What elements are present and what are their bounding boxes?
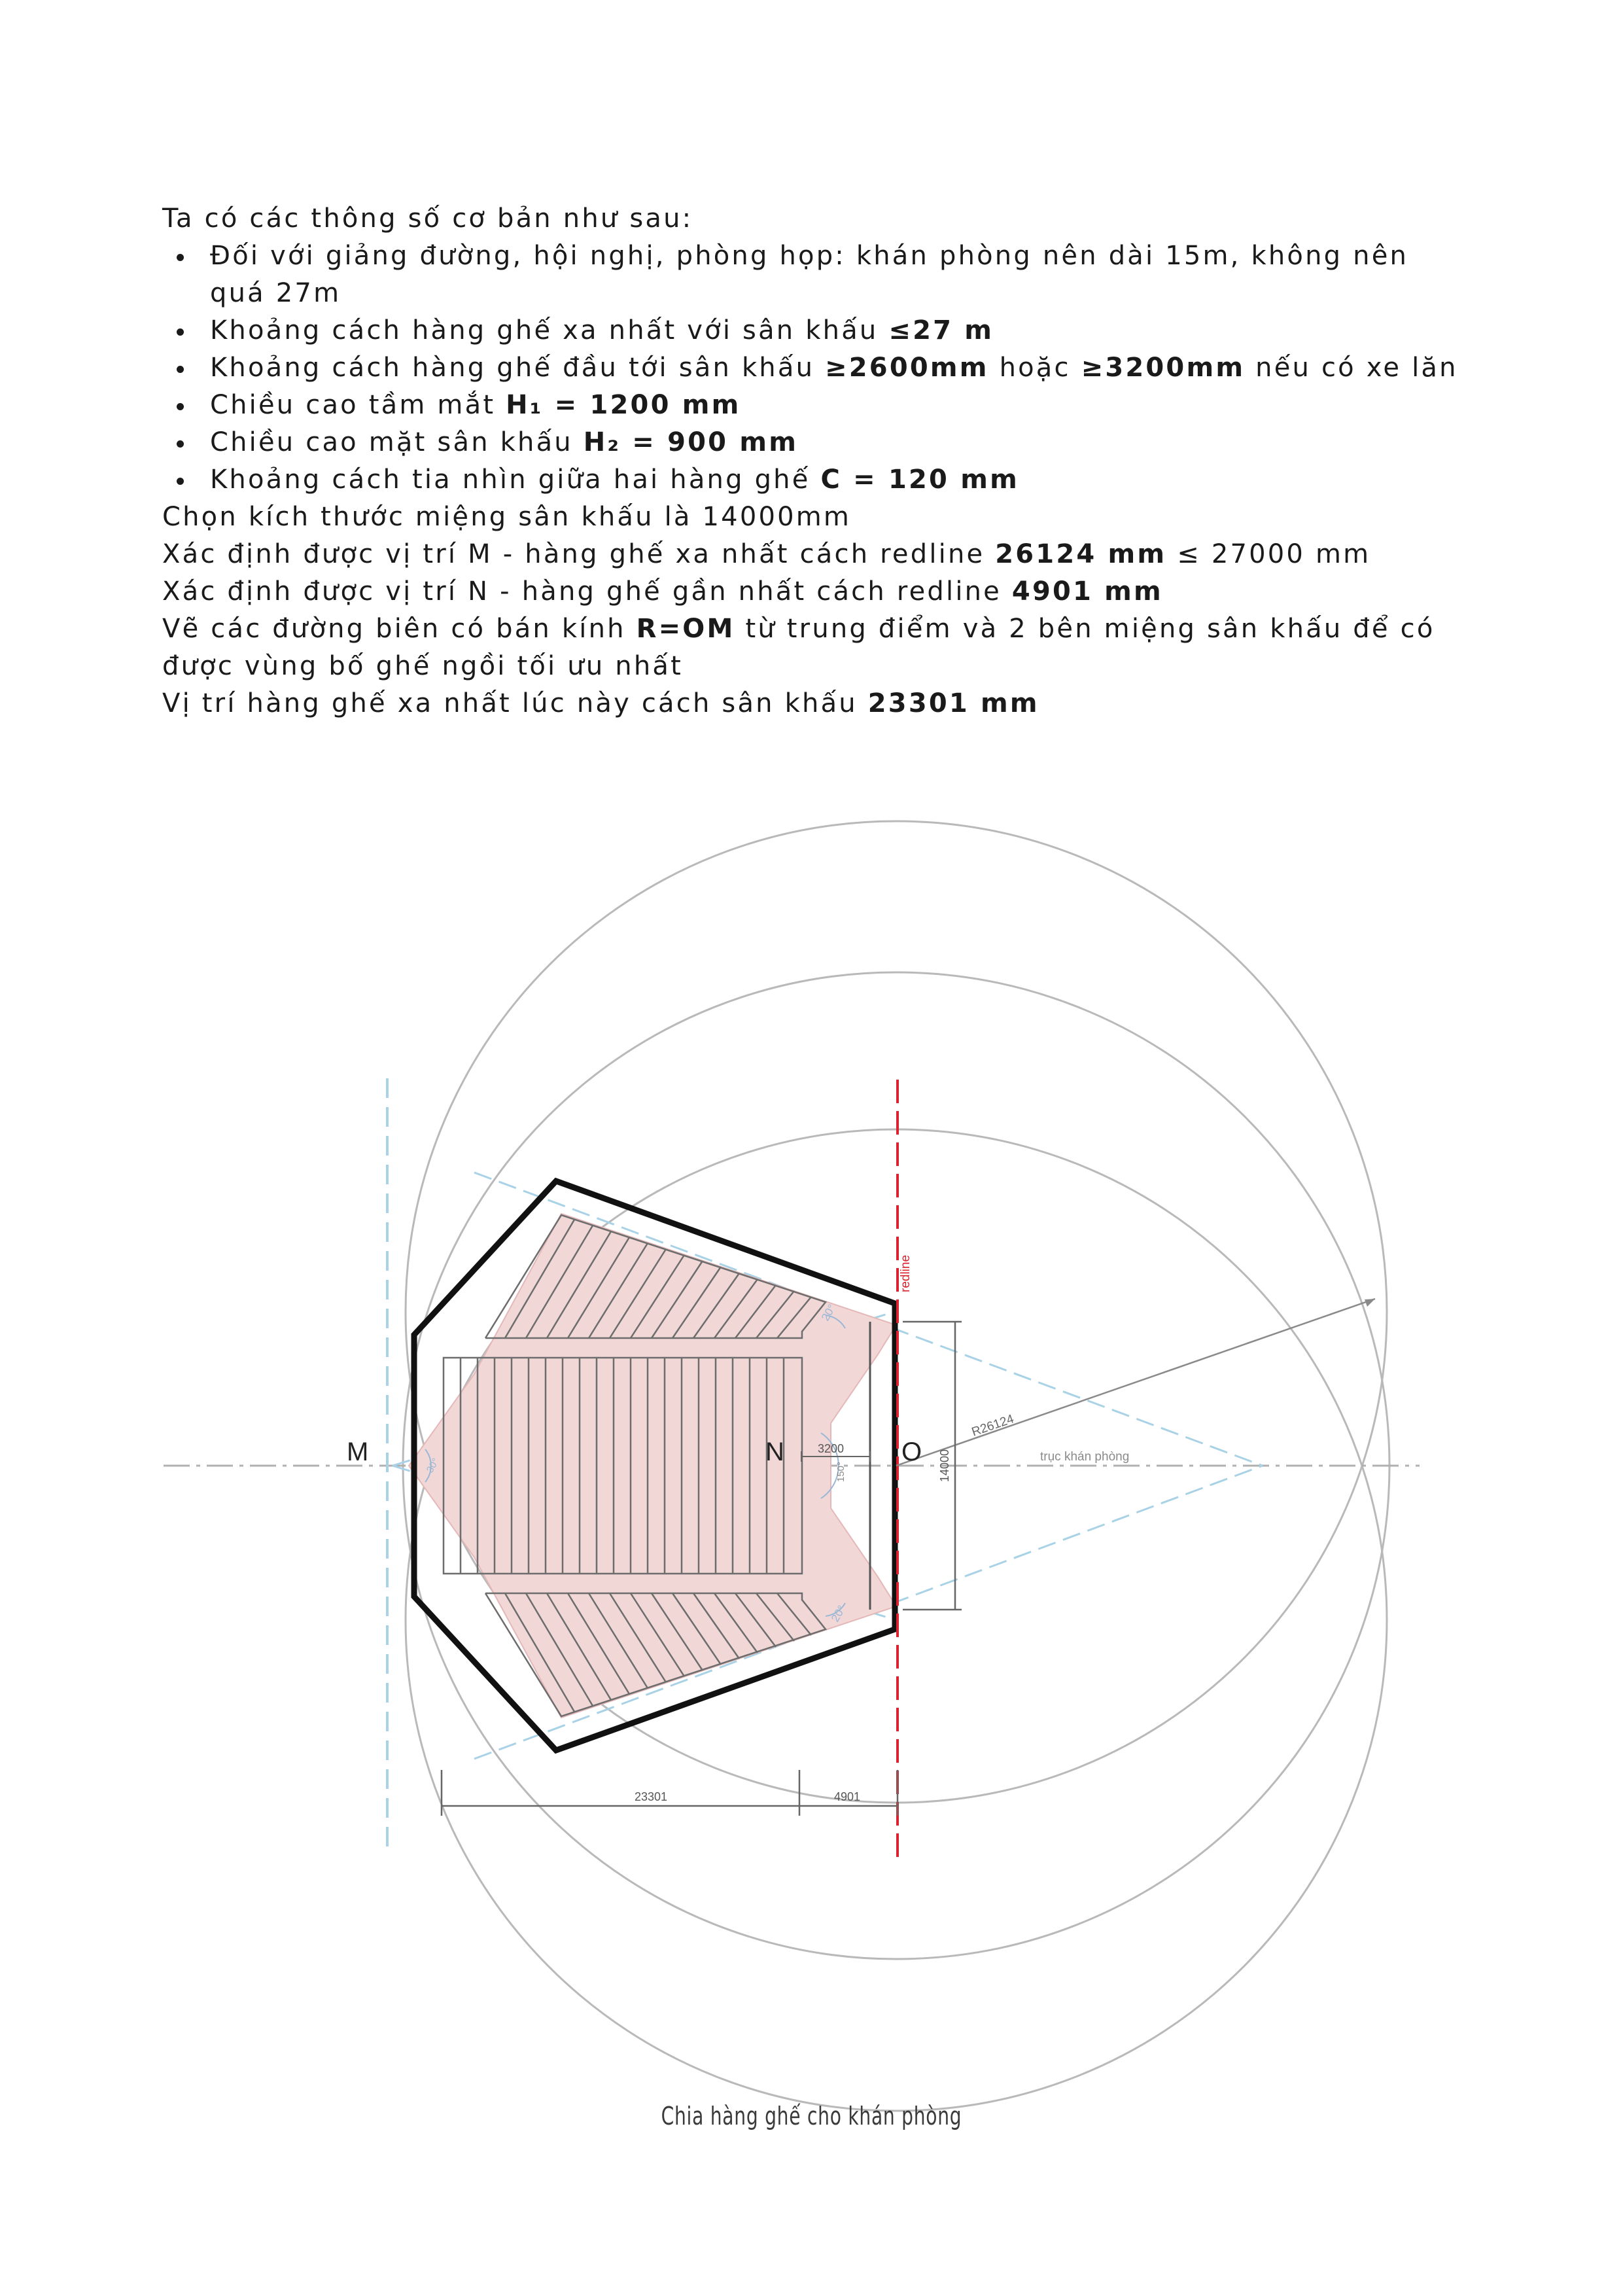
radius-arrowhead bbox=[1365, 1299, 1375, 1307]
farthest-row-line: Vị trí hàng ghế xa nhất lúc này cách sân khấu 23301 mm bbox=[162, 688, 1039, 718]
point-n-line: Xác định được vị trí N - hàng ghế gần nhất cách redline 4901 mm bbox=[162, 576, 1163, 607]
radius-line bbox=[896, 1299, 1375, 1466]
dim-4901-label: 4901 bbox=[834, 1790, 861, 1803]
list-item: Khoảng cách hàng ghế đầu tới sân khấu ≥2600mm hoặc ≥3200mm nếu có xe lăn bbox=[162, 349, 1471, 387]
radius-line: Vẽ các đường biên có bán kính R=OM từ trung điểm và 2 bên miệng sân khấu để có được vùng bố ghế ngồi tối ưu nhất bbox=[162, 614, 1435, 681]
figure-caption: Chia hàng ghế cho khán phòng bbox=[661, 2102, 962, 2130]
angle-bottom-label: 20° bbox=[829, 1603, 848, 1624]
list-item: Khoảng cách hàng ghế xa nhất với sân khấu ≤27 m bbox=[162, 312, 1471, 349]
bottom-dimensions bbox=[442, 1770, 898, 1816]
angle-m-label: 30° bbox=[424, 1456, 442, 1475]
list-item: Chiều cao tầm mắt H₁ = 1200 mm bbox=[162, 387, 1471, 424]
stage-width-line: Chọn kích thước miệng sân khấu là 14000mm bbox=[162, 502, 852, 532]
seating-zone bbox=[409, 1214, 896, 1718]
angle-top-label: 20° bbox=[819, 1302, 839, 1323]
label-n: N bbox=[765, 1438, 784, 1466]
radius-label: R26124 bbox=[969, 1412, 1016, 1439]
dim-23301-label: 23301 bbox=[635, 1790, 668, 1803]
list-item: Chiều cao mặt sân khấu H₂ = 900 mm bbox=[162, 424, 1471, 461]
point-m-line: Xác định được vị trí M - hàng ghế xa nhất cách redline 26124 mm ≤ 27000 mm bbox=[162, 539, 1371, 569]
dim-14000-label: 14000 bbox=[938, 1449, 951, 1482]
label-o: O bbox=[901, 1438, 922, 1466]
intro-line: Ta có các thông số cơ bản như sau: bbox=[162, 203, 693, 234]
list-item: Khoảng cách tia nhìn giữa hai hàng ghế C = 120 mm bbox=[162, 461, 1471, 499]
dim-3200-label: 3200 bbox=[818, 1442, 845, 1455]
angle-n-label: 150° bbox=[835, 1461, 846, 1482]
list-item: Đối với giảng đường, hội nghị, phòng họp: khán phòng nên dài 15m, không nên quá 27m bbox=[162, 238, 1471, 312]
label-m: M bbox=[347, 1438, 369, 1466]
axis-label: trục khán phòng bbox=[1040, 1450, 1130, 1464]
redline-label: redline bbox=[899, 1254, 913, 1292]
